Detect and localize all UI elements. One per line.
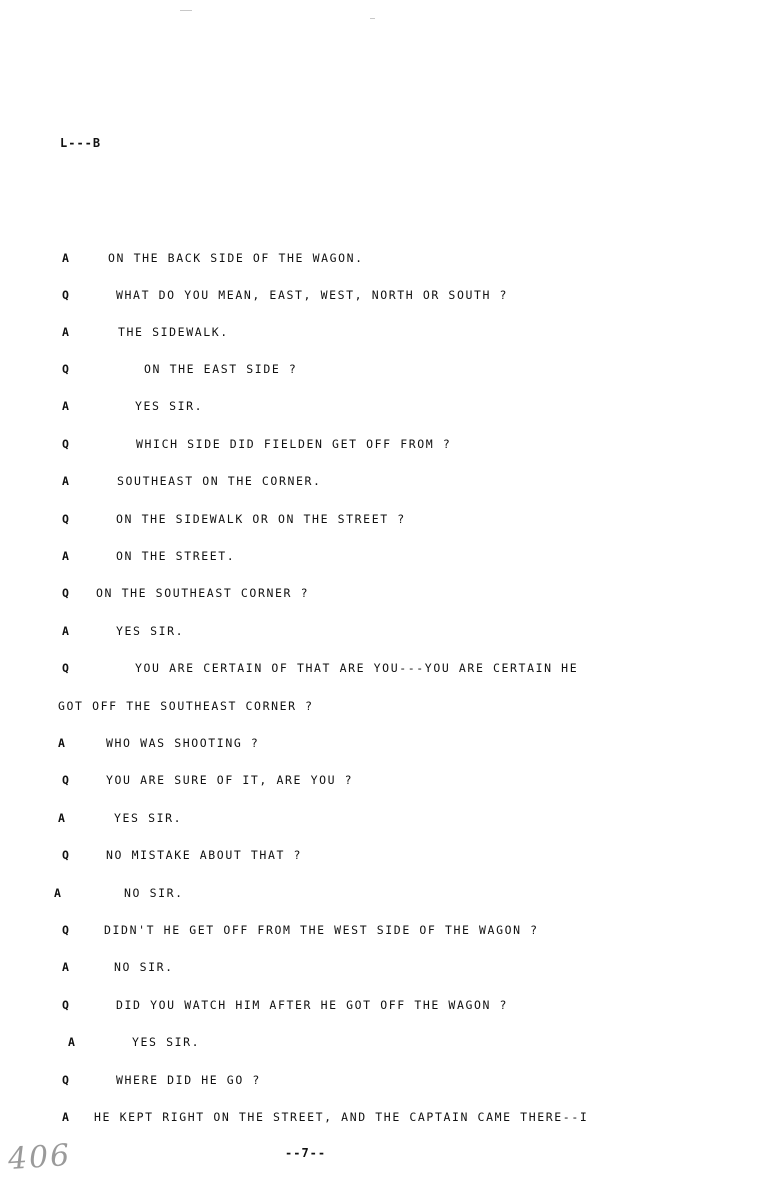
- transcript-line: ON THE BACK SIDE OF THE WAGON.: [108, 251, 364, 265]
- speaker-label: A: [68, 1035, 75, 1049]
- transcript-line: NO SIR.: [114, 960, 174, 974]
- speaker-label: Q: [62, 848, 69, 862]
- transcript-line: WHO WAS SHOOTING ?: [106, 736, 260, 750]
- transcript-line: WHAT DO YOU MEAN, EAST, WEST, NORTH OR SOUTH ?: [116, 288, 509, 302]
- speaker-label: Q: [62, 437, 69, 451]
- transcript-line: NO SIR.: [124, 886, 184, 900]
- speaker-label: A: [62, 1110, 69, 1124]
- speaker-label: Q: [62, 923, 69, 937]
- transcript-line: SOUTHEAST ON THE CORNER.: [117, 474, 322, 488]
- speaker-label: Q: [62, 998, 69, 1012]
- speaker-label: Q: [62, 512, 69, 526]
- transcript-line: WHICH SIDE DID FIELDEN GET OFF FROM ?: [136, 437, 452, 451]
- handwritten-page-note: 406: [6, 1137, 73, 1178]
- transcript-line: ON THE EAST SIDE ?: [144, 362, 298, 376]
- speaker-label: Q: [62, 362, 69, 376]
- speaker-label: A: [54, 886, 61, 900]
- speaker-label: Q: [62, 288, 69, 302]
- transcript-line: YES SIR.: [114, 811, 183, 825]
- transcript-line: YES SIR.: [132, 1035, 201, 1049]
- transcript-line: ON THE STREET.: [116, 549, 236, 563]
- header-code: L---B: [60, 136, 102, 150]
- speaker-label: Q: [62, 773, 69, 787]
- transcript-line: DID YOU WATCH HIM AFTER HE GOT OFF THE WAGON ?: [116, 998, 509, 1012]
- speaker-label: Q: [62, 1073, 69, 1087]
- speaker-label: Q: [62, 586, 69, 600]
- transcript-line: YES SIR.: [135, 399, 204, 413]
- transcript-line: YES SIR.: [116, 624, 185, 638]
- transcript-line: ON THE SOUTHEAST CORNER ?: [96, 586, 310, 600]
- transcript-line: WHERE DID HE GO ?: [116, 1073, 261, 1087]
- transcript-line: HE KEPT RIGHT ON THE STREET, AND THE CAPTAIN CAME THERE--I: [94, 1110, 589, 1124]
- speaker-label: A: [62, 325, 69, 339]
- speaker-label: A: [58, 736, 65, 750]
- speaker-label: A: [62, 624, 69, 638]
- speaker-label: A: [62, 474, 69, 488]
- transcript-line: ON THE SIDEWALK OR ON THE STREET ?: [116, 512, 406, 526]
- speaker-label: A: [62, 549, 69, 563]
- transcript-line: YOU ARE CERTAIN OF THAT ARE YOU---YOU ARE CERTAIN HE: [135, 661, 579, 675]
- paper-speck: [370, 18, 375, 19]
- transcript-line: YOU ARE SURE OF IT, ARE YOU ?: [106, 773, 354, 787]
- page-number: --7--: [285, 1146, 327, 1160]
- speaker-label: A: [58, 811, 65, 825]
- speaker-label: A: [62, 251, 69, 265]
- transcript-line: NO MISTAKE ABOUT THAT ?: [106, 848, 303, 862]
- speaker-label: A: [62, 399, 69, 413]
- transcript-line: DIDN'T HE GET OFF FROM THE WEST SIDE OF THE WAGON ?: [104, 923, 539, 937]
- paper-speck: [180, 10, 192, 11]
- transcript-line: THE SIDEWALK.: [118, 325, 229, 339]
- transcript-line: GOT OFF THE SOUTHEAST CORNER ?: [58, 699, 314, 713]
- speaker-label: Q: [62, 661, 69, 675]
- speaker-label: A: [62, 960, 69, 974]
